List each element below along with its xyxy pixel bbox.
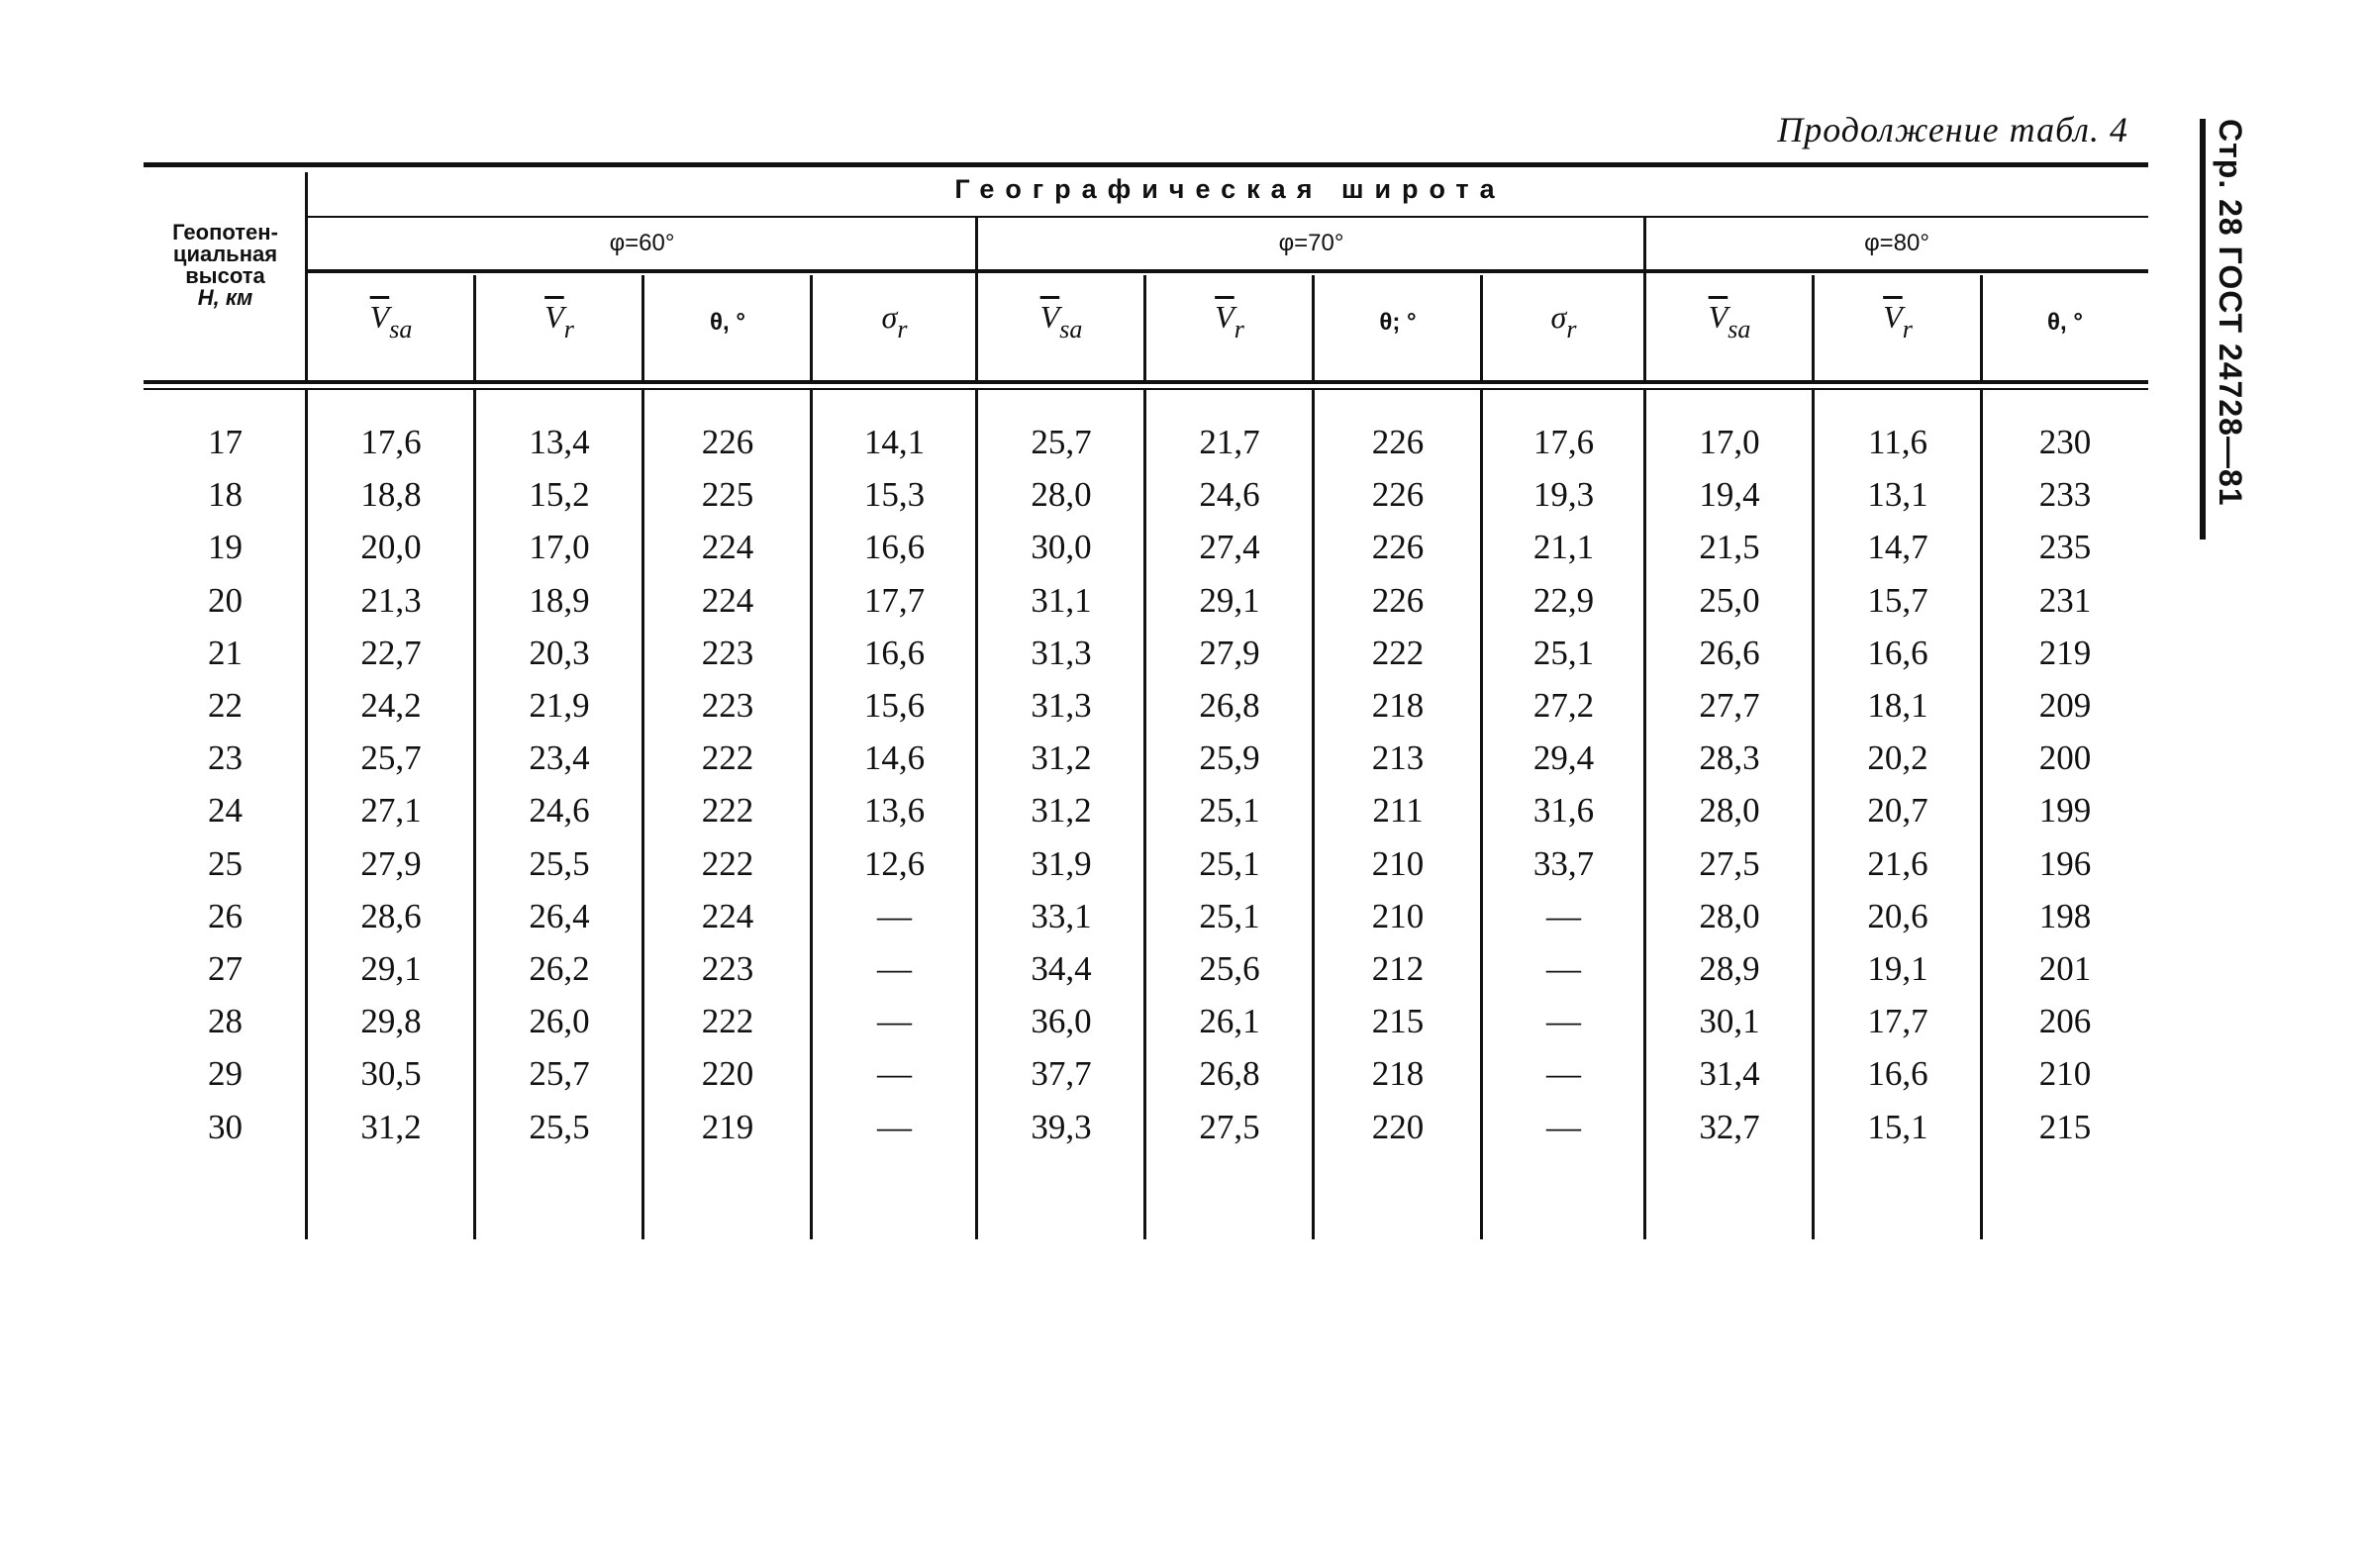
table-cell: 230 bbox=[2038, 423, 2092, 461]
table-cell: 18,1 bbox=[1867, 686, 1928, 725]
column-symbol: $\overline{V}$ bbox=[369, 299, 390, 335]
table-cell: 19,1 bbox=[1867, 949, 1928, 988]
table-cell: 233 bbox=[2038, 475, 2092, 514]
table-cell: 223 bbox=[701, 634, 754, 672]
table-cell: 220 bbox=[1371, 1108, 1425, 1146]
table-cell: 29,8 bbox=[360, 1002, 422, 1040]
table-cell: 28,6 bbox=[360, 897, 422, 935]
table-cell: 18,8 bbox=[360, 475, 422, 514]
table-cell: 27,9 bbox=[1199, 634, 1260, 672]
table-cell: 27,5 bbox=[1699, 844, 1760, 883]
table-cell: 31,3 bbox=[1031, 686, 1092, 725]
table-cell: 26,8 bbox=[1199, 1054, 1260, 1093]
column-subscript: r bbox=[1902, 315, 1913, 343]
table-cell: 20,6 bbox=[1867, 897, 1928, 935]
table-cell: 31,4 bbox=[1699, 1054, 1760, 1093]
table-cell: 235 bbox=[2038, 528, 2092, 566]
table-cell: 213 bbox=[1371, 738, 1425, 777]
table-cell: 30,1 bbox=[1699, 1002, 1760, 1040]
page-side-label bbox=[2200, 119, 2248, 535]
table-cell: 27,4 bbox=[1199, 528, 1260, 566]
table-cell: 39,3 bbox=[1031, 1108, 1092, 1146]
table-cell: 25,6 bbox=[1199, 949, 1260, 988]
table-cell: 210 bbox=[1371, 897, 1425, 935]
table-cell: 32,7 bbox=[1699, 1108, 1760, 1146]
height-cell: 23 bbox=[208, 738, 243, 777]
column-header bbox=[1145, 299, 1314, 344]
table-cell: 226 bbox=[1371, 581, 1425, 620]
table-cell: 27,9 bbox=[360, 844, 422, 883]
table-cell: 31,1 bbox=[1031, 581, 1092, 620]
table-cell: 201 bbox=[2038, 949, 2092, 988]
latitude-80: φ=80° bbox=[1864, 230, 1929, 256]
column-subscript: r bbox=[1234, 315, 1244, 343]
column-header bbox=[1814, 299, 1982, 344]
table-cell: 25,1 bbox=[1199, 791, 1260, 830]
table-cell: 198 bbox=[2038, 897, 2092, 935]
table-cell: 15,2 bbox=[529, 475, 590, 514]
latitude-rule bbox=[307, 269, 2148, 273]
table-cell: 215 bbox=[1371, 1002, 1425, 1040]
latitude-60: φ=60° bbox=[609, 230, 675, 256]
table-cell: 28,3 bbox=[1699, 738, 1760, 777]
column-header bbox=[1314, 309, 1482, 337]
table-cell: 26,0 bbox=[529, 1002, 590, 1040]
column-symbol: $\overline{V}$ bbox=[1039, 299, 1060, 335]
column-header bbox=[475, 299, 643, 344]
table-cell: 211 bbox=[1372, 791, 1424, 830]
column-header bbox=[1982, 309, 2148, 337]
column-symbol: θ; ° bbox=[1379, 309, 1417, 336]
table-cell: 223 bbox=[701, 686, 754, 725]
table-cell: 222 bbox=[701, 844, 754, 883]
table-cell: 27,2 bbox=[1532, 686, 1595, 725]
table-cell: 31,2 bbox=[1031, 791, 1092, 830]
table-cell: 21,1 bbox=[1532, 528, 1595, 566]
height-cell: 20 bbox=[208, 581, 243, 620]
table-cell: 21,6 bbox=[1867, 844, 1928, 883]
table-cell: 16,6 bbox=[863, 634, 926, 672]
table-cell: 14,1 bbox=[863, 423, 926, 461]
table-cell: 231 bbox=[2038, 581, 2092, 620]
table-cell: 13,1 bbox=[1867, 475, 1928, 514]
table-cell: — bbox=[877, 949, 912, 988]
table-cell: 15,3 bbox=[863, 475, 926, 514]
row-header-line: H, км bbox=[197, 285, 253, 310]
table-cell: 37,7 bbox=[1031, 1054, 1092, 1093]
table-cell: 15,1 bbox=[1867, 1108, 1928, 1146]
table-cell: 15,6 bbox=[863, 686, 926, 725]
table-cell: — bbox=[1546, 897, 1581, 935]
table-caption: Продолжение табл. 4 bbox=[1777, 110, 2128, 149]
side-rule bbox=[2200, 119, 2206, 539]
column-symbol: σ bbox=[881, 299, 898, 335]
row-header bbox=[144, 222, 307, 309]
table-cell: 25,5 bbox=[529, 844, 590, 883]
table-cell: 26,1 bbox=[1199, 1002, 1260, 1040]
table-cell: 21,9 bbox=[529, 686, 590, 725]
table-cell: 20,2 bbox=[1867, 738, 1928, 777]
table-cell: 28,0 bbox=[1699, 791, 1760, 830]
table-cell: 26,4 bbox=[529, 897, 590, 935]
table-cell: 215 bbox=[2038, 1108, 2092, 1146]
column-symbol: θ, ° bbox=[2047, 309, 2083, 336]
table-cell: — bbox=[1546, 1002, 1581, 1040]
table-cell: 25,1 bbox=[1199, 897, 1260, 935]
table-cell: 19,4 bbox=[1699, 475, 1760, 514]
table-cell: 17,0 bbox=[1699, 423, 1760, 461]
column-subscript: r bbox=[563, 315, 574, 343]
table-cell: 19,3 bbox=[1532, 475, 1595, 514]
height-cell: 26 bbox=[208, 897, 243, 935]
table-cell: 224 bbox=[701, 897, 754, 935]
table-cell: 26,6 bbox=[1699, 634, 1760, 672]
table-cell: 24,2 bbox=[360, 686, 422, 725]
table-cell: 11,6 bbox=[1868, 423, 1927, 461]
table-cell: 29,4 bbox=[1532, 738, 1595, 777]
table-cell: 206 bbox=[2038, 1002, 2092, 1040]
table-cell: 222 bbox=[701, 738, 754, 777]
table-cell: 20,7 bbox=[1867, 791, 1928, 830]
table-cell: 226 bbox=[1371, 528, 1425, 566]
table-cell: 24,6 bbox=[529, 791, 590, 830]
row-header-line: Геопотен- bbox=[172, 220, 278, 245]
table-cell: 199 bbox=[2038, 791, 2092, 830]
table-cell: 218 bbox=[1371, 1054, 1425, 1093]
table-cell: — bbox=[877, 1054, 912, 1093]
table-cell: 226 bbox=[1371, 475, 1425, 514]
table-cell: 16,6 bbox=[863, 528, 926, 566]
table-cell: 223 bbox=[701, 949, 754, 988]
table-cell: 226 bbox=[701, 423, 754, 461]
table-cell: 16,6 bbox=[1867, 634, 1928, 672]
table-cell: 218 bbox=[1371, 686, 1425, 725]
table-cell: 16,6 bbox=[1867, 1054, 1928, 1093]
column-header bbox=[307, 299, 475, 344]
column-header bbox=[1482, 299, 1645, 344]
column-symbol: $\overline{V}$ bbox=[1215, 299, 1234, 335]
height-cell: 29 bbox=[208, 1054, 243, 1093]
height-cell: 21 bbox=[208, 634, 243, 672]
table-cell: 29,1 bbox=[360, 949, 422, 988]
table-cell: — bbox=[1546, 949, 1581, 988]
table-cell: 210 bbox=[1371, 844, 1425, 883]
table-cell: 14,7 bbox=[1867, 528, 1928, 566]
height-cell: 24 bbox=[208, 791, 243, 830]
table-cell: 17,0 bbox=[529, 528, 590, 566]
table-cell: 25,1 bbox=[1199, 844, 1260, 883]
table-cell: 22,9 bbox=[1532, 581, 1595, 620]
column-symbol: θ, ° bbox=[710, 309, 745, 336]
table-cell: 22,7 bbox=[360, 634, 422, 672]
column-header bbox=[1645, 299, 1814, 344]
table-cell: 36,0 bbox=[1031, 1002, 1092, 1040]
height-cell: 17 bbox=[208, 423, 243, 461]
height-cell: 22 bbox=[208, 686, 243, 725]
table-cell: 33,1 bbox=[1031, 897, 1092, 935]
table-cell: 31,9 bbox=[1031, 844, 1092, 883]
super-header-rule bbox=[307, 216, 2148, 218]
height-cell: 27 bbox=[208, 949, 243, 988]
height-cell: 19 bbox=[208, 528, 243, 566]
table-cell: 31,2 bbox=[1031, 738, 1092, 777]
table-cell: 24,6 bbox=[1199, 475, 1260, 514]
table-cell: 12,6 bbox=[863, 844, 926, 883]
column-subscript: r bbox=[897, 315, 908, 343]
table-cell: 13,4 bbox=[529, 423, 590, 461]
table-cell: 222 bbox=[701, 791, 754, 830]
height-cell: 18 bbox=[208, 475, 243, 514]
column-subscript: sa bbox=[1059, 315, 1083, 343]
table-cell: 25,9 bbox=[1199, 738, 1260, 777]
table-cell: 25,0 bbox=[1699, 581, 1760, 620]
table-cell: 27,5 bbox=[1199, 1108, 1260, 1146]
table-cell: 27,7 bbox=[1699, 686, 1760, 725]
table-top-rule bbox=[144, 162, 2148, 167]
col-rule bbox=[305, 172, 308, 384]
column-subscript: r bbox=[1566, 315, 1577, 343]
table-cell: 226 bbox=[1371, 423, 1425, 461]
table-cell: 31,2 bbox=[360, 1108, 422, 1146]
table-cell: 224 bbox=[701, 581, 754, 620]
table-cell: 15,7 bbox=[1867, 581, 1928, 620]
table-cell: 30,5 bbox=[360, 1054, 422, 1093]
table-cell: 25,7 bbox=[360, 738, 422, 777]
column-header bbox=[977, 299, 1145, 344]
table-cell: 21,5 bbox=[1699, 528, 1760, 566]
table-cell: 219 bbox=[2038, 634, 2092, 672]
table-cell: 26,2 bbox=[529, 949, 590, 988]
table-cell: 25,1 bbox=[1532, 634, 1595, 672]
table-cell: 220 bbox=[701, 1054, 754, 1093]
column-symbol: σ bbox=[1550, 299, 1567, 335]
table-cell: — bbox=[877, 897, 912, 935]
column-subscript: sa bbox=[389, 315, 413, 343]
latitude-70: φ=70° bbox=[1278, 230, 1344, 256]
table-cell: 225 bbox=[701, 475, 754, 514]
column-header bbox=[643, 309, 812, 337]
table-cell: 33,7 bbox=[1532, 844, 1595, 883]
table-cell: 26,8 bbox=[1199, 686, 1260, 725]
table-cell: 196 bbox=[2038, 844, 2092, 883]
table-cell: 29,1 bbox=[1199, 581, 1260, 620]
row-header-line: циальная bbox=[172, 242, 278, 266]
table-cell: 31,3 bbox=[1031, 634, 1092, 672]
column-header bbox=[812, 299, 977, 344]
table-cell: 224 bbox=[701, 528, 754, 566]
table-cell: 200 bbox=[2038, 738, 2092, 777]
table-cell: 222 bbox=[701, 1002, 754, 1040]
table-cell: 212 bbox=[1371, 949, 1425, 988]
table-cell: 17,6 bbox=[360, 423, 422, 461]
table-cell: — bbox=[1546, 1054, 1581, 1093]
table-cell: 28,0 bbox=[1031, 475, 1092, 514]
side-label-text: Стр. 28 ГОСТ 24728—81 bbox=[2213, 119, 2248, 507]
table-cell: 210 bbox=[2038, 1054, 2092, 1093]
table-cell: 219 bbox=[701, 1108, 754, 1146]
column-symbol: $\overline{V}$ bbox=[544, 299, 564, 335]
height-cell: 30 bbox=[208, 1108, 243, 1146]
table-cell: 23,4 bbox=[529, 738, 590, 777]
table-cell: 17,6 bbox=[1532, 423, 1595, 461]
table-cell: 28,9 bbox=[1699, 949, 1760, 988]
table-cell: 20,3 bbox=[529, 634, 590, 672]
row-header-line: высота bbox=[185, 263, 265, 288]
table-cell: 13,6 bbox=[863, 791, 926, 830]
height-cell: 25 bbox=[208, 844, 243, 883]
table-cell: — bbox=[877, 1002, 912, 1040]
table-cell: 27,1 bbox=[360, 791, 422, 830]
table-cell: 18,9 bbox=[529, 581, 590, 620]
column-symbol: $\overline{V}$ bbox=[1708, 299, 1728, 335]
table-cell: 25,7 bbox=[529, 1054, 590, 1093]
table-cell: 31,6 bbox=[1532, 791, 1595, 830]
table-cell: — bbox=[1546, 1108, 1581, 1146]
table-cell: 14,6 bbox=[863, 738, 926, 777]
super-header: Географическая широта bbox=[954, 174, 1506, 204]
table-cell: 30,0 bbox=[1031, 528, 1092, 566]
height-cell: 28 bbox=[208, 1002, 243, 1040]
table-cell: 222 bbox=[1371, 634, 1425, 672]
table-cell: 28,0 bbox=[1699, 897, 1760, 935]
table-cell: 25,5 bbox=[529, 1108, 590, 1146]
column-subscript: sa bbox=[1727, 315, 1751, 343]
table-cell: — bbox=[877, 1108, 912, 1146]
table-cell: 21,7 bbox=[1199, 423, 1260, 461]
table-cell: 17,7 bbox=[1867, 1002, 1928, 1040]
table-cell: 20,0 bbox=[360, 528, 422, 566]
table-cell: 209 bbox=[2038, 686, 2092, 725]
data-table bbox=[144, 160, 2148, 1254]
table-cell: 21,3 bbox=[360, 581, 422, 620]
table-cell: 17,7 bbox=[863, 581, 926, 620]
table-cell: 34,4 bbox=[1031, 949, 1092, 988]
table-cell: 25,7 bbox=[1031, 423, 1092, 461]
column-symbol: $\overline{V}$ bbox=[1883, 299, 1903, 335]
